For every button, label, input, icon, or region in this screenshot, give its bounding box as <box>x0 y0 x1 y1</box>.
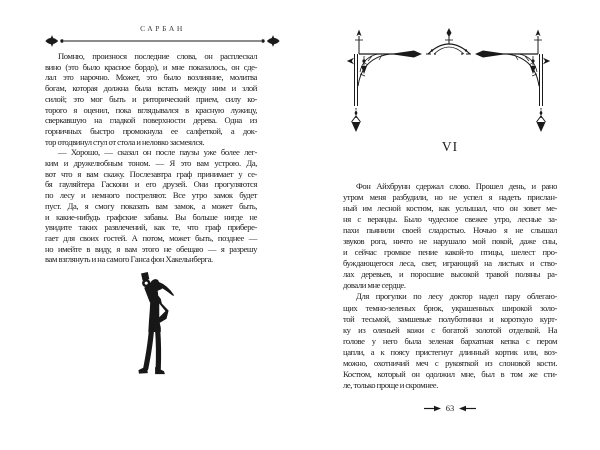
text-line: можно, охотничий меч с рукояткой из слоновой кости. <box>343 357 557 368</box>
crest <box>428 28 470 54</box>
paragraph <box>45 147 257 265</box>
text-line: Фон Айхбрунн сдержал слово. Прошел день, и рано <box>356 181 557 191</box>
text-line: увидите таких развлечений, как те, что граф прибере- <box>45 222 257 233</box>
text-line: той тесьмой, замшевые полуботинки и короткую курт- <box>343 313 557 324</box>
text-line: Для прогулки по лесу доктор надел пару облегаю- <box>356 291 557 302</box>
text-line: и какие-нибудь графские забавы. Вы больше нигде не <box>45 211 257 222</box>
text-line: богам, которая должна была встать между ним и злой <box>45 83 257 94</box>
text-line: лал это нарочно. Может, это было возлияние, молитва <box>45 72 257 83</box>
text-line: буждающегося леса, свет, играющий на листьях и ство- <box>343 258 557 269</box>
page-number: 63 <box>445 403 455 413</box>
left-body-text <box>45 51 257 265</box>
text-line: голове у него была зеленая бархатная кепка с пером <box>343 335 557 346</box>
text-line: щих темно-зеленых брюк, украшенных широкой золо- <box>343 302 557 313</box>
text-line: горничных быстро промокнула ее салфеткой, а док- <box>45 125 257 136</box>
text-line: ный им лесной костюм, как услышал, что он зовет ме- <box>343 203 557 214</box>
paragraph <box>45 51 257 147</box>
paragraph <box>343 181 557 291</box>
header-rule-ornament <box>45 35 280 47</box>
chapter-number: VI <box>441 139 459 154</box>
page-number-arrow-right-icon <box>459 405 476 412</box>
page-footer <box>343 402 557 414</box>
chapter-head-ornament-icon <box>346 28 551 146</box>
text-line: Костюм, который он одолжил мне, был в том же сти- <box>343 368 557 379</box>
text-line: ня с веранды. Было чудесное свежее утро, лесные за- <box>343 214 557 225</box>
paragraph <box>343 291 557 390</box>
text-line: звуков рога, ничто не нарушало мой покой, даже сны, <box>343 236 557 247</box>
text-line: торого я оценил, пока вглядывался в красную лужицу, <box>45 104 257 115</box>
text-line: тор отодвинул стул от стола и неловко засмеялся. <box>45 136 205 147</box>
text-line: сверкавшую на гладкой поверхности дерева. Одна из <box>45 115 257 126</box>
text-line: Помню, произнося последние слова, он расплескал <box>58 51 257 61</box>
text-line: довали мне сердце. <box>343 280 406 291</box>
text-line: пуст. Да, я смогу показать вам замок, а может быть, <box>45 200 257 211</box>
text-line: утром меня разбудили, но не успел я надеть прислан- <box>343 192 557 203</box>
text-line: по лесу и немного постреляют. Все утро замок будет <box>45 190 257 201</box>
text-line: и сейчас громкое пение какой-то птицы, шелест про- <box>343 247 557 258</box>
text-line: вот что я вам скажу. Послезавтра граф принимает у се- <box>45 168 257 179</box>
text-line: силой; это мог быть и риторический прием, силу ко- <box>45 93 257 104</box>
text-line: ким и дружелюбным тоном. — Я это вам устрою. Да, <box>45 158 257 169</box>
text-line: цапли, а к поясу пристегнут длинный кортик или, воз- <box>343 346 557 357</box>
running-header: САРБАН <box>140 24 185 33</box>
text-line: вам взглянуть и на самого Ганса фон Хакельнберга. <box>45 254 213 265</box>
right-body-text <box>343 181 557 391</box>
text-line: гает для своих гостей. А потом, может быть, позднее — <box>45 232 257 243</box>
page-number-arrow-left-icon <box>424 405 441 412</box>
text-line: вино (это было красное бордо), и мне показалось, он сде- <box>45 61 257 72</box>
text-line: лах деревьев, и поросшие высокой травой поляны ра- <box>343 269 557 280</box>
text-line: — Хорошо, — сказал он после паузы уже более лег- <box>58 147 257 158</box>
text-line: но имейте в виду, я вам этого не обещаю — я разрешу <box>45 243 257 254</box>
hunter-silhouette-illustration <box>127 272 179 394</box>
text-line: ку из оленьей кожи с богатой золотой отделкой. На <box>343 324 557 335</box>
text-line: пахи пьянили своей сладостью. Ночью я не слышал <box>343 225 557 236</box>
text-line: ле, только проще и скромнее. <box>343 379 438 390</box>
text-line: бя гауляйтера Гаскони и его друзей. Они прогуляются <box>45 179 257 190</box>
